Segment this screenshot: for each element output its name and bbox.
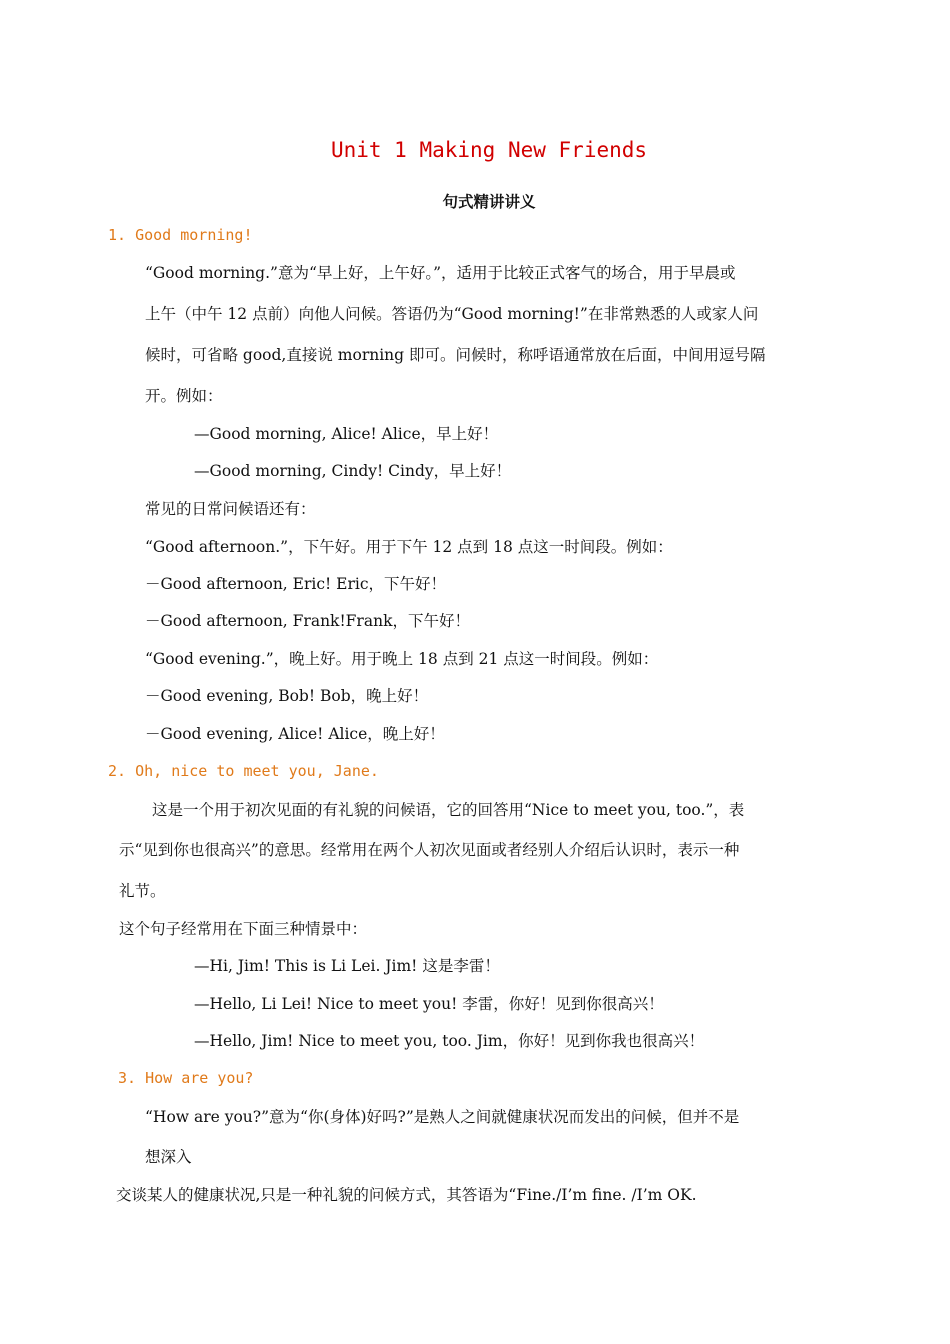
- paragraph-line: 这是一个用于初次见面的有礼貌的问候语，它的回答用“Nice to meet you, too.”，表: [152, 801, 745, 819]
- page-subtitle: 句式精讲讲义: [442, 193, 536, 211]
- example-line: －Good afternoon, Frank!Frank，下午好！: [145, 612, 470, 630]
- paragraph-line: “Good evening.”，晚上好。用于晚上 18 点到 21 点这一时间段。例如：: [145, 650, 659, 668]
- paragraph-line: 候时，可省略 good,直接说 morning 即可。问候时，称呼语通常放在后面，中间用逗号隔: [145, 346, 766, 364]
- paragraph-line: 常见的日常问候语还有：: [145, 500, 316, 518]
- paragraph-line: 开。例如：: [145, 387, 223, 405]
- paragraph-line: 礼节。: [119, 882, 166, 900]
- example-line: －Good afternoon, Eric! Eric，下午好！: [145, 575, 447, 593]
- example-line: —Good morning, Alice! Alice，早上好！: [194, 425, 499, 443]
- section-heading-1: 1. Good morning!: [108, 226, 253, 244]
- paragraph-line: “How are you?”意为“你(身体)好吗?”是熟人之间就健康状况而发出的问候，但并不是: [145, 1108, 740, 1126]
- paragraph-line: 上午（中午 12 点前）向他人问候。答语仍为“Good morning!”在非常熟悉的人或家人问: [145, 305, 759, 323]
- section-heading-3: 3. How are you?: [118, 1069, 254, 1087]
- paragraph-line: “Good morning.”意为“早上好，上午好。”，适用于比较正式客气的场合，用于早晨或: [145, 264, 736, 282]
- example-line: —Good morning, Cindy! Cindy，早上好！: [194, 462, 512, 480]
- example-line: －Good evening, Alice! Alice，晚上好！: [145, 725, 445, 743]
- paragraph-line: 想深入: [145, 1148, 192, 1166]
- paragraph-line: 这个句子经常用在下面三种情景中：: [119, 920, 368, 938]
- example-line: —Hi, Jim! This is Li Lei. Jim! 这是李雷！: [194, 957, 500, 975]
- example-line: －Good evening, Bob! Bob，晚上好！: [145, 687, 429, 705]
- paragraph-line: 交谈某人的健康状况,只是一种礼貌的问候方式，其答语为“Fine./I’m fine. /I’m OK.: [116, 1186, 697, 1204]
- paragraph-line: 示“见到你也很高兴”的意思。经常用在两个人初次见面或者经别人介绍后认识时，表示一种: [119, 841, 740, 859]
- paragraph-line: “Good afternoon.”，下午好。用于下午 12 点到 18 点这一时间段。例如：: [145, 538, 673, 556]
- section-heading-2: 2. Oh, nice to meet you, Jane.: [108, 762, 379, 780]
- example-line: —Hello, Jim! Nice to meet you, too. Jim，你好！见到你我也很高兴！: [194, 1032, 705, 1050]
- example-line: —Hello, Li Lei! Nice to meet you! 李雷，你好！见到你很高兴！: [194, 995, 664, 1013]
- page-title: Unit 1 Making New Friends: [330, 138, 648, 162]
